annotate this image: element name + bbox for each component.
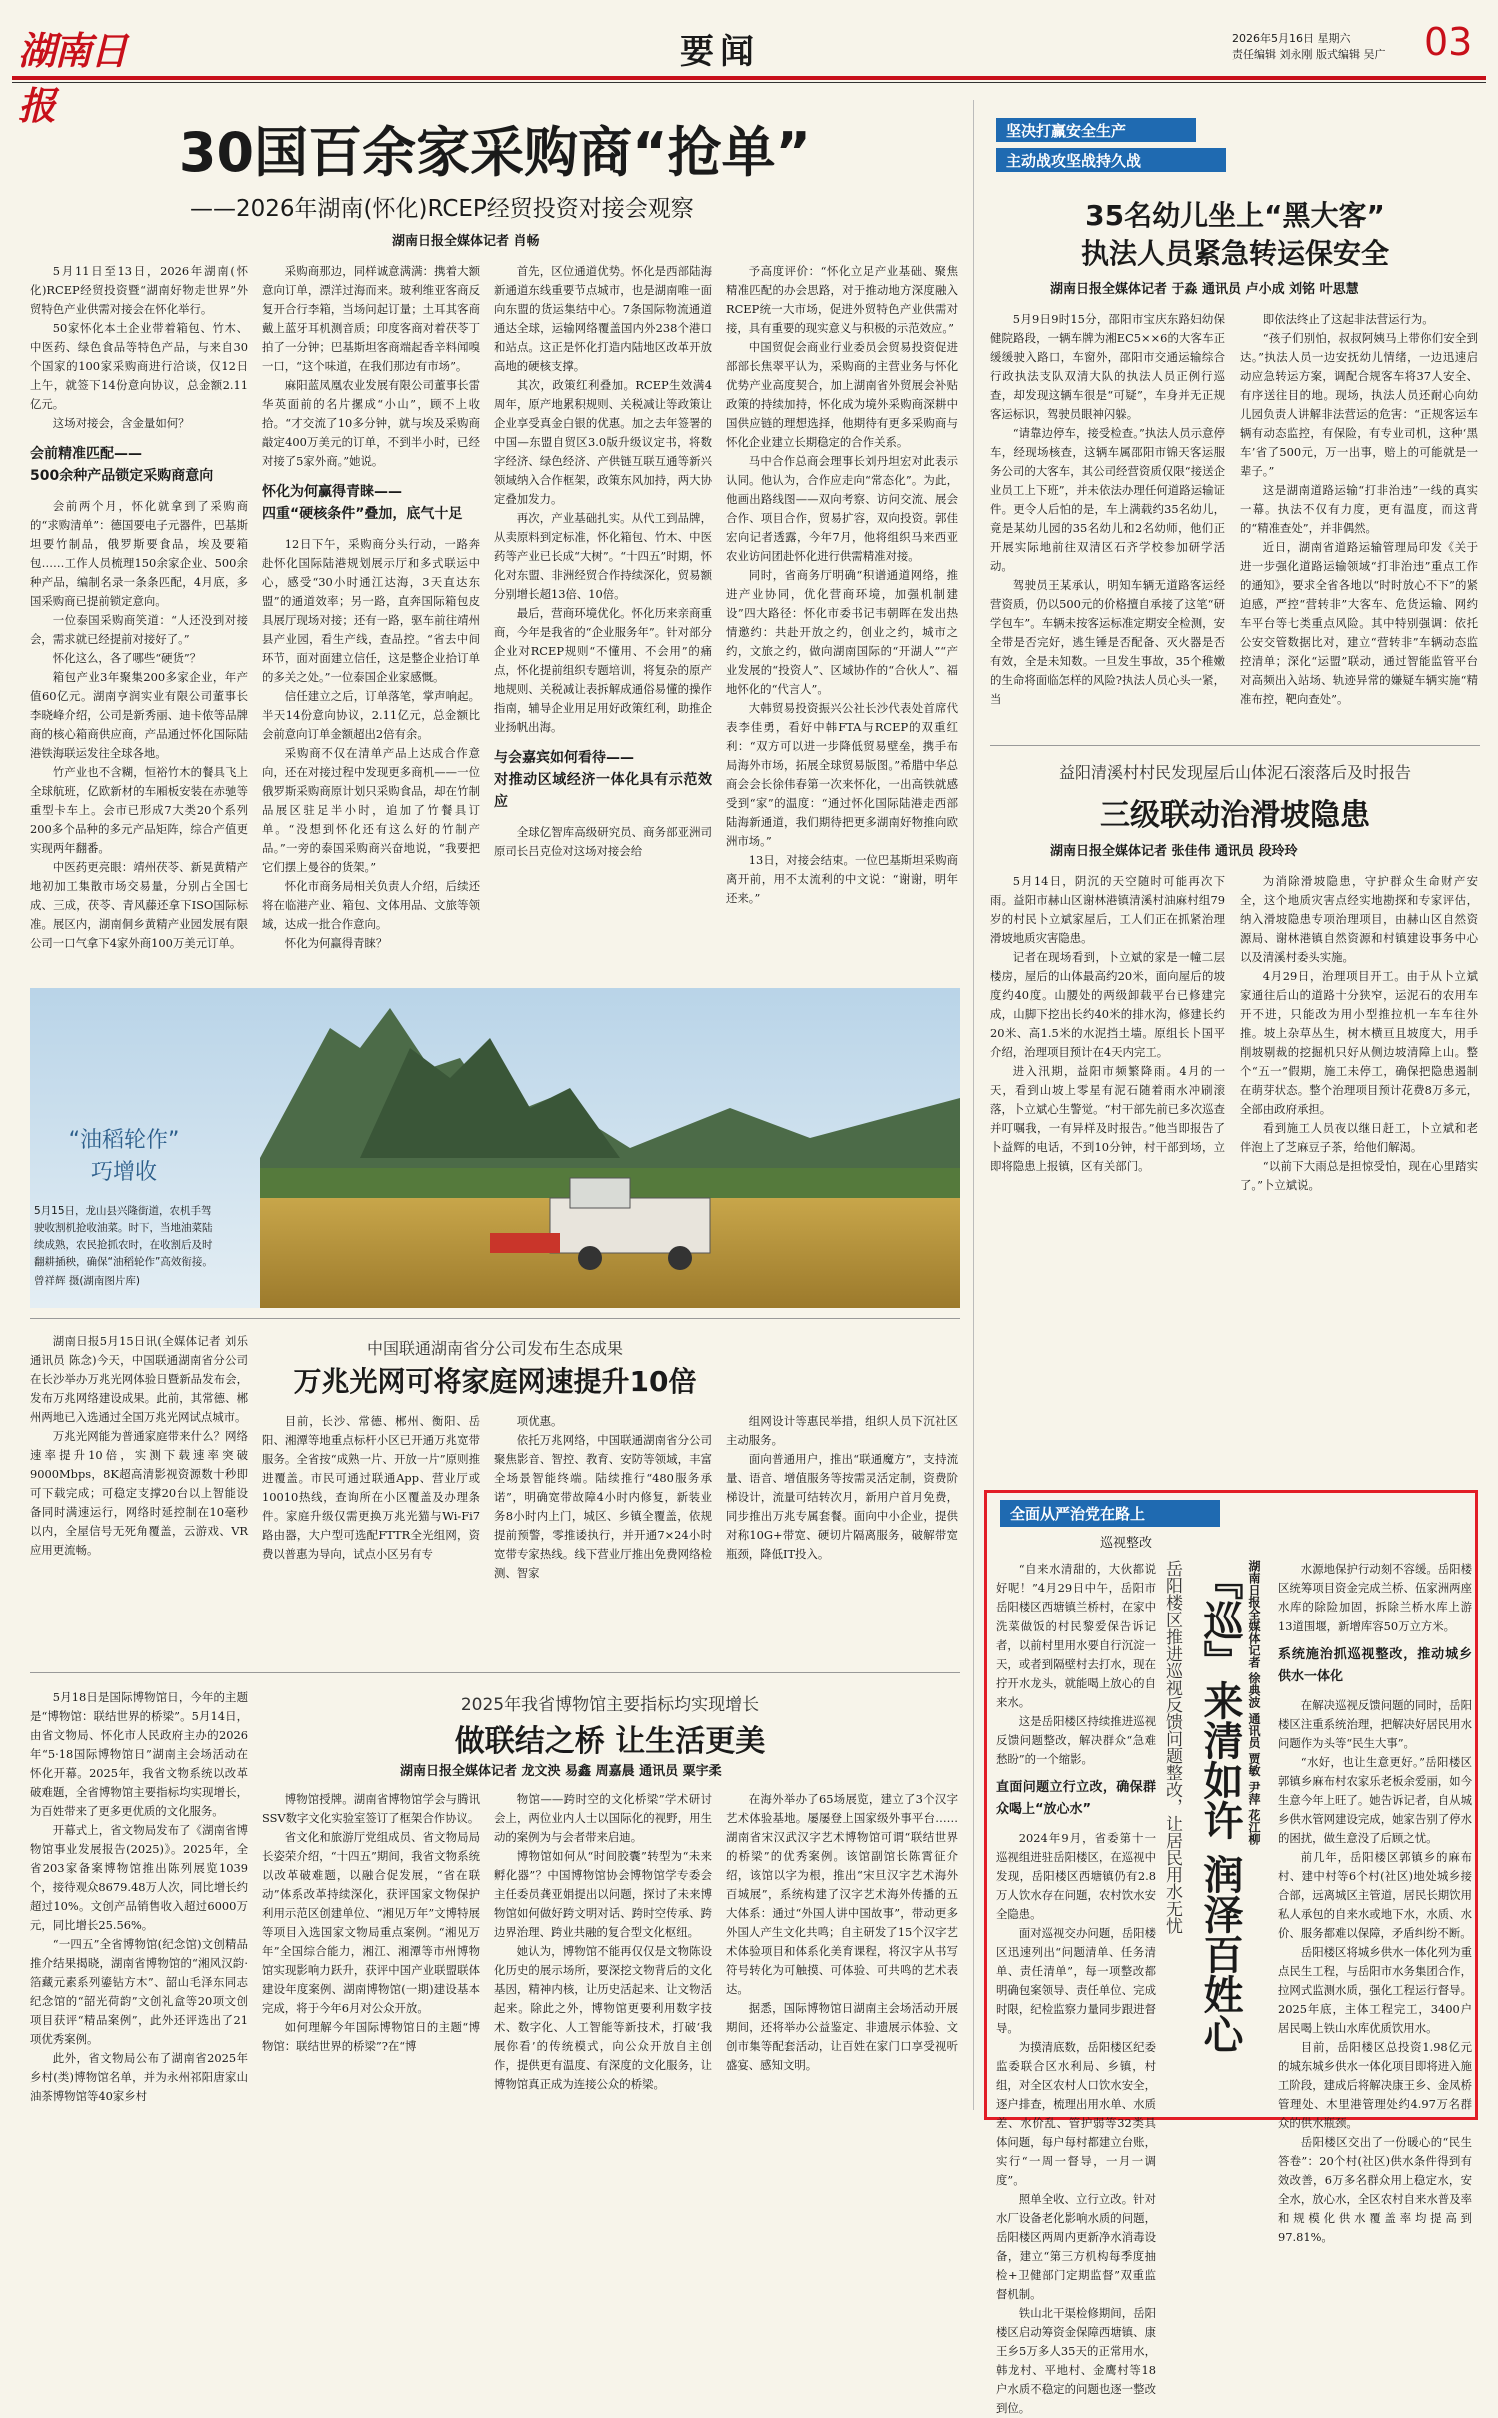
paragraph: 怀化为何赢得青睐？ [284, 936, 388, 950]
safety-column-1 [990, 310, 1225, 730]
column-divider [973, 100, 974, 2110]
paragraph: 5月14日，阴沉的天空随时可能再次下雨。益阳市赫山区谢林港镇清溪村油麻村组79岁的村民卜立斌家屋后，工人们正在抓紧治理滑坡地质灾害隐患。 [990, 874, 1225, 945]
lead-c4-paras [726, 262, 958, 908]
museum-kicker: 2025年我省博物馆主要指标均实现增长 [460, 1695, 760, 1715]
paragraph: 大韩贸易投资振兴公社长沙代表处首席代表李佳勇，看好中韩FTA与RCEP的双重红利：“双方可以进一步降低贸易壁垒，携手布局海外市场，拓展全球贸易版图。”希腊中华总商会会长徐伟春第一次来怀化，一出高铁就感受到“家”的温度：“通过怀化国际陆港走西部陆海新通道，我们期待把更多湖南好物推向欧洲市场。” [726, 701, 958, 848]
paragraph: 这场对接会，含金量如何？ [52, 416, 190, 430]
paragraph: 全球亿智库高级研究员、商务部亚洲司原司长吕克俭对这场对接会给 [494, 825, 712, 858]
paragraph: 在解决巡视反馈问题的同时，岳阳楼区注重系统治理，把解决好居民用水问题作为头等“民生大事”。 [1278, 1698, 1472, 1750]
paragraph: 记者在现场看到，卜立斌的家是一幢二层楼房，屋后的山体最高约20米，面向屋后的坡度约40度。山腰处的两级卸载平台已修建完成，山脚下挖出长约40米的排水沟，修建长约20米、高1.5米的水泥挡土墙。原组长卜国平介绍，治理项目预计在4天内完工。 [990, 950, 1225, 1059]
paragraph: 中国贸促会商业行业委员会贸易投资促进部部长焦翠平认为，采购商的主营业务与怀化优势产业高度契合，加上湖南省外贸展会补贴政策的持续加持，怀化成为境外采购商深耕中国供应链的理想选择，他期待有更多采购商与怀化企业建立长期稳定的合作关系。 [726, 340, 958, 449]
paragraph: 12日下午，采购商分头行动，一路奔赴怀化国际陆港规划展示厅和多式联运中心，感受“30小时通江达海，3天直达东盟”的通道效率；另一路，直奔国际箱包皮具展厅现场对接；还有一路，驱车前往靖州县产业园，看生产线，查品控。“省去中间环节，面对面建立信任，这是整企业拾订单的多关之处。”一位泰国企业家感慨。 [262, 537, 480, 684]
paragraph: 同时，省商务厅明确“积谱通道网络，推进产业协同，优化营商环境，加强机制建设”四大路径：怀化市委书记韦朝晖在发出热情邀约：共赴开放之约，创业之约，城市之约，文旅之约，做向湖南国际的“开湖人”“产业发展的“投资人”、区域协作的“合伙人”、福地怀化的“代言人”。 [726, 568, 958, 696]
landslide-column-1 [990, 872, 1225, 1472]
lead-headline: 30国百余家采购商“抢单” [178, 121, 812, 184]
lead-subhead-1: 会前精准匹配—— 500余种产品锁定采购商意向 [30, 446, 214, 484]
paragraph: 怀化市商务局相关负责人介绍，后续还将在临港产业、箱包、文体用品、文旅等领域，达成一批合作意向。 [262, 879, 480, 931]
lead-c1-paras [30, 262, 248, 433]
patrol-vertical-subtitle: 岳阳楼区推进巡视反馈问题整改，让居民用水无忧 [1162, 1560, 1182, 1934]
issue-date: 2026年5月16日 星期六 [1232, 32, 1351, 45]
paragraph: 湖南日报5月15日讯(全媒体记者 刘乐 通讯员 陈念)今天，中国联通湖南省分公司在长沙举办万兆光网体验日暨新品发布会，发布万兆网络建设成果。此前，其常德、郴州两地已入选通过全国万兆光网试点城市。 [30, 1334, 248, 1424]
patrol-subhead-1: 直面问题立行立改，确保群众喝上“放心水” [996, 1780, 1156, 1817]
paragraph: 2024年9月，省委第十一巡视组进驻岳阳楼区，在巡视中发现，岳阳楼区西塘镇仍有2.8万人饮水存在问题，农村饮水安全隐患。 [996, 1831, 1156, 1921]
paragraph: 采购商不仅在清单产品上达成合作意向，还在对接过程中发现更多商机——一位俄罗斯采购商原计划只采购食品，却在竹制品展区驻足半小时，追加了竹餐具订单。“没想到怀化还有这么好的竹制产品。”一旁的泰国采购商兴奋地说，“我要把它们摆上曼谷的货架。” [262, 746, 480, 874]
paragraph: 前几年，岳阳楼区郭镇乡的麻布村、建中村等6个村(社区)地处城乡接合部，远离城区主管道，居民长期饮用私人承包的自来水或地下水，水质、水价、服务都难以保障，矛盾纠纷不断。 [1278, 1850, 1472, 1940]
lead-c2-paras [262, 262, 480, 471]
paragraph: 看到施工人员夜以继日赶工，卜立斌和老伴泡上了芝麻豆子茶，给他们解渴。 [1240, 1121, 1478, 1154]
paragraph: “水好，也让生意更好。”岳阳楼区郭镇乡麻布村农家乐老板余爱丽，如今生意今年上旺了。她告诉记者，自从城乡供水管网建设完成，她家告别了停水的困扰，做生意没了后顾之忧。 [1278, 1755, 1472, 1845]
paragraph: 5月11日至13日，2026年湖南(怀化)RCEP经贸投资暨“湖南好物走世界”外贸特色产业供需对接会在怀化举行。 [30, 264, 248, 316]
paragraph: “孩子们别怕，叔叔阿姨马上带你们安全到达。”执法人员一边安抚幼儿情绪，一边迅速启动应急转运方案，调配合规客车将37人安全、有序送往目的地。现场，执法人员还耐心向幼儿园负责人讲解非法营运的危害：“正规客运车辆有动态监控，有保险，有专业司机，这种‘黑车’省了500元，万一出事，赔上的可能就是一辈子。” [1240, 331, 1478, 478]
landslide-byline: 湖南日报全媒体记者 张佳伟 通讯员 段玲玲 [1050, 844, 1298, 859]
paragraph: “请靠边停车，接受检查。”执法人员示意停车，经现场核查，这辆车属邵阳市锦天客运服务公司的大客车，其公司经营资质仅限“接送企业员工上下班”，并未依法办理任何道路运输证件。更令人后怕的是，车上满载约35名幼儿，竟是某幼儿园的35名幼儿和2名幼师，他们正开展实际地前往双清区石齐学校参加研学活动。 [990, 426, 1225, 573]
paragraph: 岳阳楼区将城乡供水一体化列为重点民生工程，与岳阳市水务集团合作，拉网式监测水质，强化工程运行督导。2025年底，主体工程完工，3400户居民喝上铁山水库优质饮用水。 [1278, 1945, 1472, 2035]
lead-subhead-3a: 与会嘉宾如何看待—— [494, 750, 634, 766]
paragraph: 竹产业也不含糊，恒裕竹木的餐具飞上全球航班，亿欧新材的车厢板安装在赤驰等重型卡车上。会市已形成7大类20个系列200多个品种的多元产品矩阵，综合产值更实现两年翻番。 [30, 765, 248, 855]
unicom-kicker: 中国联通湖南省分公司发布生态成果 [366, 1339, 623, 1358]
paragraph: 这是湖南道路运输“打非治违”一线的真实一幕。执法不仅有力度，更有温度，而这背的“精准查处”，并非偶然。 [1240, 483, 1478, 535]
paragraph: 目前，长沙、常德、郴州、衡阳、岳阳、湘潭等地重点标杆小区已开通万兆宽带服务。全省按“成熟一片、开放一片”原则推进覆盖。市民可通过联通App、营业厅或10010热线，查询所在小区覆盖及办理条件。家庭升级仅需更换万兆光猫与Wi-Fi7路由器，大户型可选配FTTR全光组网，资费以普惠为导向，试点小区另有专 [262, 1414, 480, 1561]
paragraph: 博物馆授牌。湖南省博物馆学会与腾讯SSV数字文化实验室签订了框架合作协议。 [262, 1792, 480, 1825]
lead-subtitle: ——2026年湖南(怀化)RCEP经贸投资对接会观察 [190, 196, 694, 222]
landslide-kicker: 益阳清溪村村民发现屋后山体泥石滚落后及时报告 [1058, 763, 1411, 782]
museum-column-4 [726, 1790, 958, 2118]
landslide-column-2 [1240, 872, 1478, 1472]
paragraph: 信任建立之后，订单落笔，掌声响起。半天14份意向协议，2.11亿元，总金额比会前意向订单金额超出2倍有余。 [262, 689, 480, 741]
paragraph: 组网设计等惠民举措，组织人员下沉社区主动服务。 [726, 1414, 958, 1447]
paragraph: 会前两个月，怀化就拿到了采购商的“求购清单”：德国要电子元器件，巴基斯坦要竹制品，俄罗斯要食品，埃及要箱包……工作人员梳理150余家企业、500余种产品，编制名录一条条匹配，4月底，多国采购商已提前锁定意向。 [30, 499, 248, 608]
unicom-column-4 [726, 1412, 958, 1662]
paragraph: 她认为，博物馆不能再仅仅是文物陈设化历史的展示场所，要深挖文物背后的文化基因，精神内核，让历史活起来、让文物活起来。除此之外，博物馆更要利用数字技术、数字化、人工智能等新技术，打破‘我展你看’的传统模式，向公众开放自主创作，提供更有温度、有深度的文化服务，让博物馆真正成为连接公众的桥梁。 [494, 1944, 712, 2091]
paragraph: 最后，营商环境优化。怀化历来亲商重商，今年是我省的“企业服务年”。针对部分企业对RCEP规则“不懂用、不会用”的痛点，怀化提前组织专题培训，将复杂的原产地规则、关税减让表拆解成通俗易懂的操作指南，辅导企业用足用好政策红利，助推企业扬帆出海。 [494, 606, 712, 734]
paragraph: 照单全收、立行立改。针对水厂设备老化影响水质的问题，岳阳楼区两周内更新净水消毒设备，建立“第三方机构每季度抽检+卫健部门定期监督”双重监督机制。 [996, 2192, 1156, 2301]
museum-column-2 [262, 1790, 480, 2118]
unicom-headline: 万兆光网可将家庭网速提升10倍 [293, 1365, 697, 1398]
newspaper-logo: 湖南日报 [18, 28, 127, 128]
lead-c2b-paras [262, 535, 480, 953]
unicom-column-1 [30, 1332, 248, 1662]
lead-c3-paras [494, 262, 712, 737]
lead-subhead-3b: 对推动区域经济一体化具有示范效应 [494, 772, 712, 810]
safety-column-2 [1240, 310, 1478, 730]
paragraph: 驾驶员王某承认，明知车辆无道路客运经营资质，仍以500元的价格擅自承接了这笔“研学包车”。车辆未按客运标准定期安全检测，安全带是否完好，逃生锤是否配备、灭火器是否有效，全是未知数。一旦发生事故，35个稚嫩的生命将面临怎样的风险?执法人员心头一紧，当 [990, 578, 1225, 706]
paragraph: 麻阳蓝凤凰农业发展有限公司董事长雷华英面前的名片摞成“小山”，顾不上收拾。“才交流了10多分钟，就与埃及采购商敲定400万美元的订单，不到半小时，已经对接了5家外商。”她说。 [262, 378, 480, 468]
lead-column-2 [262, 262, 480, 977]
section-title: 要闻 [680, 32, 760, 72]
safety-byline: 湖南日报全媒体记者 于淼 通讯员 卢小成 刘铭 叶思慧 [1050, 282, 1359, 297]
patrol-vertical-title: 『巡』来清如许 润泽百姓心 [1197, 1560, 1243, 2054]
paragraph: 近日，湖南省道路运输管理局印发《关于进一步强化道路运输领域“打非治违”重点工作的通知》，要求全省各地以“时时放心不下”的紧迫感，严控“营转非”大客车、危货运输、网约车平台等七类重点风险。其中特别强调：依托公安交管数据比对，建立“营转非”车辆动态监控清单；深化“运盟”联动，通过智能监管平台对高频出入站场、轨迹异常的嫌疑车辆实施“精准布控，靶向查处”。 [1240, 540, 1478, 706]
paragraph: 面对巡视交办问题，岳阳楼区迅速列出“问题清单、任务清单、责任清单”，每一项整改都明确包案领导、责任单位、完成时限，纪检监察力量同步跟进督导。 [996, 1926, 1156, 2035]
landslide-headline: 三级联动治滑坡隐患 [1100, 798, 1370, 833]
patrol-subhead-2: 系统施治抓巡视整改，推动城乡供水一体化 [1278, 1647, 1472, 1684]
photo-credit: 曾祥辉 摄(湖南图片库) [34, 1275, 141, 1287]
masthead-rule [12, 76, 1486, 80]
museum-column-1 [30, 1688, 248, 2118]
patrol-vertical-byline: 湖南日报全媒体记者 徐典波 通讯员 贾敏 尹萍 花江柳 [1247, 1560, 1261, 1845]
patrol-column-2 [1278, 1560, 1472, 2244]
paragraph: 此外，省文物局公布了湖南省2025年乡村(类)博物馆名单，并为永州祁阳唐家山油茶博物馆等40家乡村 [30, 2051, 248, 2103]
page-number: 03 [1424, 20, 1473, 64]
lead-column-1 [30, 262, 248, 977]
paragraph: 首先，区位通道优势。怀化是西部陆海新通道东线重要节点城市，也是湖南唯一面向东盟的货运集结中心。7条国际物流通道通达全球，运输网络覆盖国内外238个港口和站点。这正是怀化打造内陆地区改革开放高地的硬核支撑。 [494, 264, 712, 373]
caption-title: “油稻轮作” 巧增收 [68, 1128, 180, 1185]
paragraph: 在海外举办了65场展览，建立了3个汉字艺术体验基地。屡屡登上国家级外事平台……湖南省宋汉武汉字艺术博物馆可谓“联结世界的桥梁”的优秀案例。该馆副馆长陈霄征介绍，该馆以字为根，推出“宋旦汉字艺术海外百城展”，系统构建了汉字艺术海外传播的五大体系：通过“外国人讲中国故事”，带动更多外国人产生文化共鸣；自主研发了15个汉字艺术体验项目和体系化美育课程，将汉字从书写符号转化为可触摸、可体验、可共鸣的艺术表达。 [726, 1792, 958, 1996]
paragraph: 据悉，国际博物馆日湖南主会场活动开展期间，还将举办公益鉴定、非遗展示体验、文创市集等配套活动，让百姓在家门口享受视听盛宴、感知文明。 [726, 2001, 958, 2072]
paragraph: 物馆——跨时空的文化桥梁”学术研讨会上，两位业内人士以国际化的视野，用生动的案例为与会者带来启迪。 [494, 1792, 712, 1844]
safety-banner [996, 118, 1246, 178]
patrol-column-1 [996, 1560, 1156, 2415]
paragraph: 如何理解今年国际博物馆日的主题“博物馆：联结世界的桥梁”?在“博 [262, 2020, 480, 2053]
story-divider [30, 1672, 960, 1673]
paragraph: 怀化这么，各了哪些“硬货”？ [52, 651, 202, 665]
paragraph: 马中合作总商会理事长刘丹坦宏对此表示认同。他认为，合作应走向“常态化”。为此，他画出路线图——双向考察、访问交流、展会合作、项目合作，贸易扩容，双向投资。郭佳宏向记者透露，今年7月，他将组织马来西亚农业访问团赴怀化进行供需精准对接。 [726, 454, 958, 563]
paragraph: 其次，政策红利叠加。RCEP生效满4周年，原产地累积规则、关税减让等政策让企业享受真金白银的优惠。加之去年签署的中国—东盟自贸区3.0版升级议定书，将数字经济、绿色经济、产供链互联互通等新兴领域纳入合作框架，政策东风加持，两大协定叠加发力。 [494, 378, 712, 506]
safety-banner-line-2: 主动战攻坚战持久战 [996, 148, 1226, 172]
paragraph: 50家怀化本土企业带着箱包、竹木、中医药、绿色食品等特色产品，与来自30个国家的100家采购商进行洽谈，仅12日上午，就签下14份意向协议，总金额2.11亿元。 [30, 321, 248, 411]
editor-credits: 责任编辑 刘永刚 版式编辑 吴广 [1232, 48, 1386, 61]
paragraph: 岳阳楼区交出了一份暖心的“民生答卷”：20个村(社区)供水条件得到有效改善，6万多名群众用上稳定水，安全水，放心水，全区农村自来水普及率和规模化供水覆盖率均提高到97.81%。 [1278, 2135, 1472, 2244]
paragraph: 这是岳阳楼区持续推进巡视反馈问题整改，解决群众“急难愁盼”的一个缩影。 [996, 1714, 1156, 1766]
caption-text: 5月15日，龙山县兴隆街道，农机手驾驶收割机抢收油菜。时下，当地油菜陆续成熟，农民抢抓农时，在收割后及时翻耕插秧，确保“油稻轮作”高效衔接。 [34, 1205, 213, 1268]
paragraph: 再次，产业基础扎实。从代工到品牌，从卖原料到定标准，怀化箱包、竹木、中医药等产业已长成“大树”。“十四五”时期，怀化对东盟、非洲经贸合作持续深化，贸易额分别增长超13倍、10倍。 [494, 511, 712, 601]
paragraph: 采购商那边，同样诚意满满：携着大额意向订单，漂洋过海而来。玻利维亚客商反复开合行李箱，当场问起订量；土耳其客商戴上蓝牙耳机测音质；印度客商对着茯苓丁拍了一分钟；巴基斯坦客商端起香辛料闻嗅一口，“这个味道，在我们那边有市场”。 [262, 264, 480, 373]
paragraph: 面向普通用户，推出“联通魔方”，支持流量、语音、增值服务等按需灵活定制，资费阶梯设计，流量可结转次月，新用户首月免费，同步推出万兆专属套餐。面向中小企业，提供对称10G+带宽、硬切片隔离服务，破解带宽瓶颈，降低IT投入。 [726, 1452, 958, 1561]
paragraph: 一位泰国采购商笑道：“人还没到对接会，需求就已经提前对接好了。” [30, 613, 248, 646]
lead-c1b-paras [30, 497, 248, 953]
safety-headline-2: 执法人员紧急转运保安全 [1080, 237, 1389, 270]
lead-subhead-2a: 怀化为何赢得青睐—— [262, 484, 402, 500]
paragraph: 水源地保护行动刻不容缓。岳阳楼区统筹项目资金完成兰桥、伍家洲两座水库的除险加固，拆除兰桥水库上游13道围堰，新增库容50万立方米。 [1278, 1562, 1472, 1633]
patrol-banner [1000, 1500, 1240, 1530]
masthead-thin-rule [12, 82, 1486, 83]
paragraph: 为消除滑坡隐患，守护群众生命财产安全，这个地质灾害点经实地勘探和专家评估，纳入滑坡隐患专项治理项目，由赫山区自然资源局、谢林港镇自然资源和村镇建设事务中心以及清溪村委头实施。 [1240, 874, 1478, 964]
lead-column-4 [726, 262, 958, 977]
lead-byline: 湖南日报全媒体记者 肖畅 [392, 234, 540, 249]
paragraph: 5月18日是国际博物馆日，今年的主题是“博物馆：联结世界的桥梁”。5月14日，由省文物局、怀化市人民政府主办的2026年“5·18国际博物馆日”湖南主会场活动在怀化开幕。2025年，我省文物系统以改革破难题，全省博物馆主要指标均实现增长，为百姓带来了更多更优质的文化服务。 [30, 1690, 248, 1818]
paragraph: 为摸清底数，岳阳楼区纪委监委联合区水利局、乡镇，村组，对全区农村人口饮水安全，逐户排查，梳理出用水单、水质差、水价乱、管护弱等32类具体问题，每户每村都建立台账，实行“一周一督导，一月一调度”。 [996, 2040, 1156, 2187]
paragraph: 中医药更亮眼：靖州茯苓、新晃黄精产地初加工集散市场交易量，分别占全国七成、三成，茯苓、青风藤还拿下ISO国际标准。展区内，湖南侗乡黄精产业园发展有限公司一口气拿下4家外商100万美元订单。 [30, 860, 248, 950]
paragraph: “自来水清甜的，大伙都说好呢！”4月29日中午，岳阳市岳阳楼区西塘镇兰桥村，在家中洗菜做饭的村民黎爱保告诉记者，以前村里用水要自行沉淀一天，或者到隔壁村去打水，现在拧开水龙头，就能喝上放心的自来水。 [996, 1562, 1156, 1709]
paragraph: 进入汛期，益阳市频繁降雨。4月的一天，看到山坡上零星有泥石随着雨水冲刷滚落，卜立斌心生警觉。“村干部先前已多次巡查并叮嘱我，一有异样及时报告。”他当即报告了卜益辉的电话，不到10分钟，村干部到场，立即将隐患上报镇，区有关部门。 [990, 1064, 1225, 1173]
paragraph: 项优惠。 [516, 1414, 563, 1428]
patrol-banner-label: 全面从严治党在路上 [1000, 1500, 1220, 1527]
paragraph: 铁山北干渠检修期间，岳阳楼区启动筹资金保障西塘镇、康王乡5万多人35天的正常用水，韩龙村、平地村、金鹰村等18户水质不稳定的问题也逐一整改到位。 [996, 2306, 1156, 2415]
unicom-column-3 [494, 1412, 712, 1662]
museum-headline: 做联结之桥 让生活更美 [454, 1724, 766, 1759]
paragraph: 5月9日9时15分，邵阳市宝庆东路妇幼保健院路段，一辆车牌为湘EC5××6的大客车正缓缓驶入路口，车窗外，邵阳市交通运输综合行政执法支队双清大队的执法人员正例行巡查，却发现这辆车很是“可疑”，车身并无正规客运标识，驾驶员眼神闪躲。 [990, 312, 1225, 421]
museum-byline: 湖南日报全媒体记者 龙文泱 易鑫 周嘉晨 通讯员 粟宇柔 [400, 1764, 722, 1779]
paragraph: “一四五”全省博物馆(纪念馆)文创精品推介结果揭晓，湖南省博物馆的“湘风汉韵·箔藏元素系列鎏钻方木”、韶山毛泽东同志纪念馆的“韶光荷韵”文创礼盒等20项文创项目获评“精品案例”，此外还评选出了21项优秀案例。 [30, 1937, 248, 2046]
paragraph: “以前下大雨总是担惊受怕，现在心里踏实了。”卜立斌说。 [1240, 1159, 1478, 1192]
paragraph: 13日，对接会结束。一位巴基斯坦采购商离开前，用不太流利的中文说：“谢谢，明年还来。” [726, 853, 958, 905]
paragraph: 目前，岳阳楼区总投资1.98亿元的城东城乡供水一体化项目即将进入施工阶段，建成后将解决康王乡、金凤桥管理处、木里港管理处约4.97万名群众的供水瓶颈。 [1278, 2040, 1472, 2130]
paragraph: 箱包产业3年聚集200多家企业，年产值60亿元。湖南亨润实业有限公司董事长李晓峰介绍，公司是新秀丽、迪卡侬等品牌商的核心箱商供应商，产品通过怀化国际陆港铁海联运发往全球各地。 [30, 670, 248, 760]
paragraph: 4月29日，治理项目开工。由于从卜立斌家通往后山的道路十分狭窄，运泥石的农用车开不进，只能改为用小型推拉机一车车往外推。坡上杂草丛生，树木横亘且坡度大，用手削坡剔裁的挖掘机只好从侧边坡清障上山。整个“五一”假期，施工未停工，确保把隐患遏制在萌芽状态。整个治理项目预计花费8万多元，全部由政府承担。 [1240, 969, 1478, 1116]
paragraph: 万兆光网能为普通家庭带来什么？网络速率提升10倍，实测下载速率突破9000Mbps，8K超高清影视资源数十秒即可下载完成；可稳定支撑20台以上智能设备同时满速运行，网络时延控制在10毫秒以内，全屋信号无死角覆盖，云游戏、VR应用更流畅。 [30, 1429, 248, 1557]
lead-subhead-2b: 四重“硬核条件”叠加，底气十足 [262, 506, 463, 522]
story-divider [30, 1318, 960, 1319]
story-divider [990, 745, 1480, 746]
lead-column-3 [494, 262, 712, 977]
lead-c3b-paras [494, 823, 712, 861]
museum-column-3 [494, 1790, 712, 2118]
safety-headline-1: 35名幼儿坐上“黑大客” [1085, 199, 1385, 232]
paragraph: 省文化和旅游厅党组成员、省文物局局长姿荣介绍，“十四五”期间，我省文物系统以改革破难题，以融合促发展，“省在联动”体系改革持续深化，获评国家文物保护利用示范区创建单位、“湘见万年”文博特展等项目入选国家文物局重点案例。“湘见万年”全国综合能力，湘江、湘潭等市州博物馆实现影响力跃升，获评中国产业联盟联体建设年度案例、湖南博物馆(一期)建设基本完成，将于今年6月对公众开放。 [262, 1830, 480, 2015]
unicom-column-2 [262, 1412, 480, 1662]
safety-banner-line-1: 坚决打赢安全生产 [996, 118, 1196, 142]
patrol-tag: 巡视整改 [1100, 1536, 1153, 1551]
paragraph: 依托万兆网络，中国联通湖南省分公司聚焦影音、智控、教育、安防等领域，丰富全场景智能终端。陆续推行“480服务承诺”，明确宽带故障4小时内修复，新装业务8小时内上门，城区、乡镇全覆盖，依规提前预警，零推诿执行，并开通7×24小时宽带专家热线。线下营业厅推出免费网络检测、智家 [494, 1433, 712, 1580]
photo-caption [34, 1125, 214, 1290]
paragraph: 开幕式上，省文物局发布了《湖南省博物馆事业发展报告(2025)》。2025年，全省203家备案博物馆推出陈列展览1039个，接待观众8679.48万人次，同比增长约超过10%。文创产品销售收入超过6000万元，同比增长25.56%。 [30, 1823, 248, 1932]
paragraph: 博物馆如何从“时间胶囊”转型为“未来孵化器”？中国博物馆协会博物馆学专委会主任委员龚亚娟提出以问题，探讨了未来博物馆如何做好跨文明对话、跨时空传承、跨边界治理、跨业共融的复合型文化枢纽。 [494, 1849, 712, 1939]
paragraph: 予高度评价：“怀化立足产业基础、聚焦精准匹配的办会思路，对于推动地方深度融入RCEP统一大市场，促进外贸特色产业供需对接，具有重要的现实意义与积极的示范效应。” [726, 264, 958, 335]
paragraph: 即依法终止了这起非法营运行为。 [1262, 312, 1434, 326]
